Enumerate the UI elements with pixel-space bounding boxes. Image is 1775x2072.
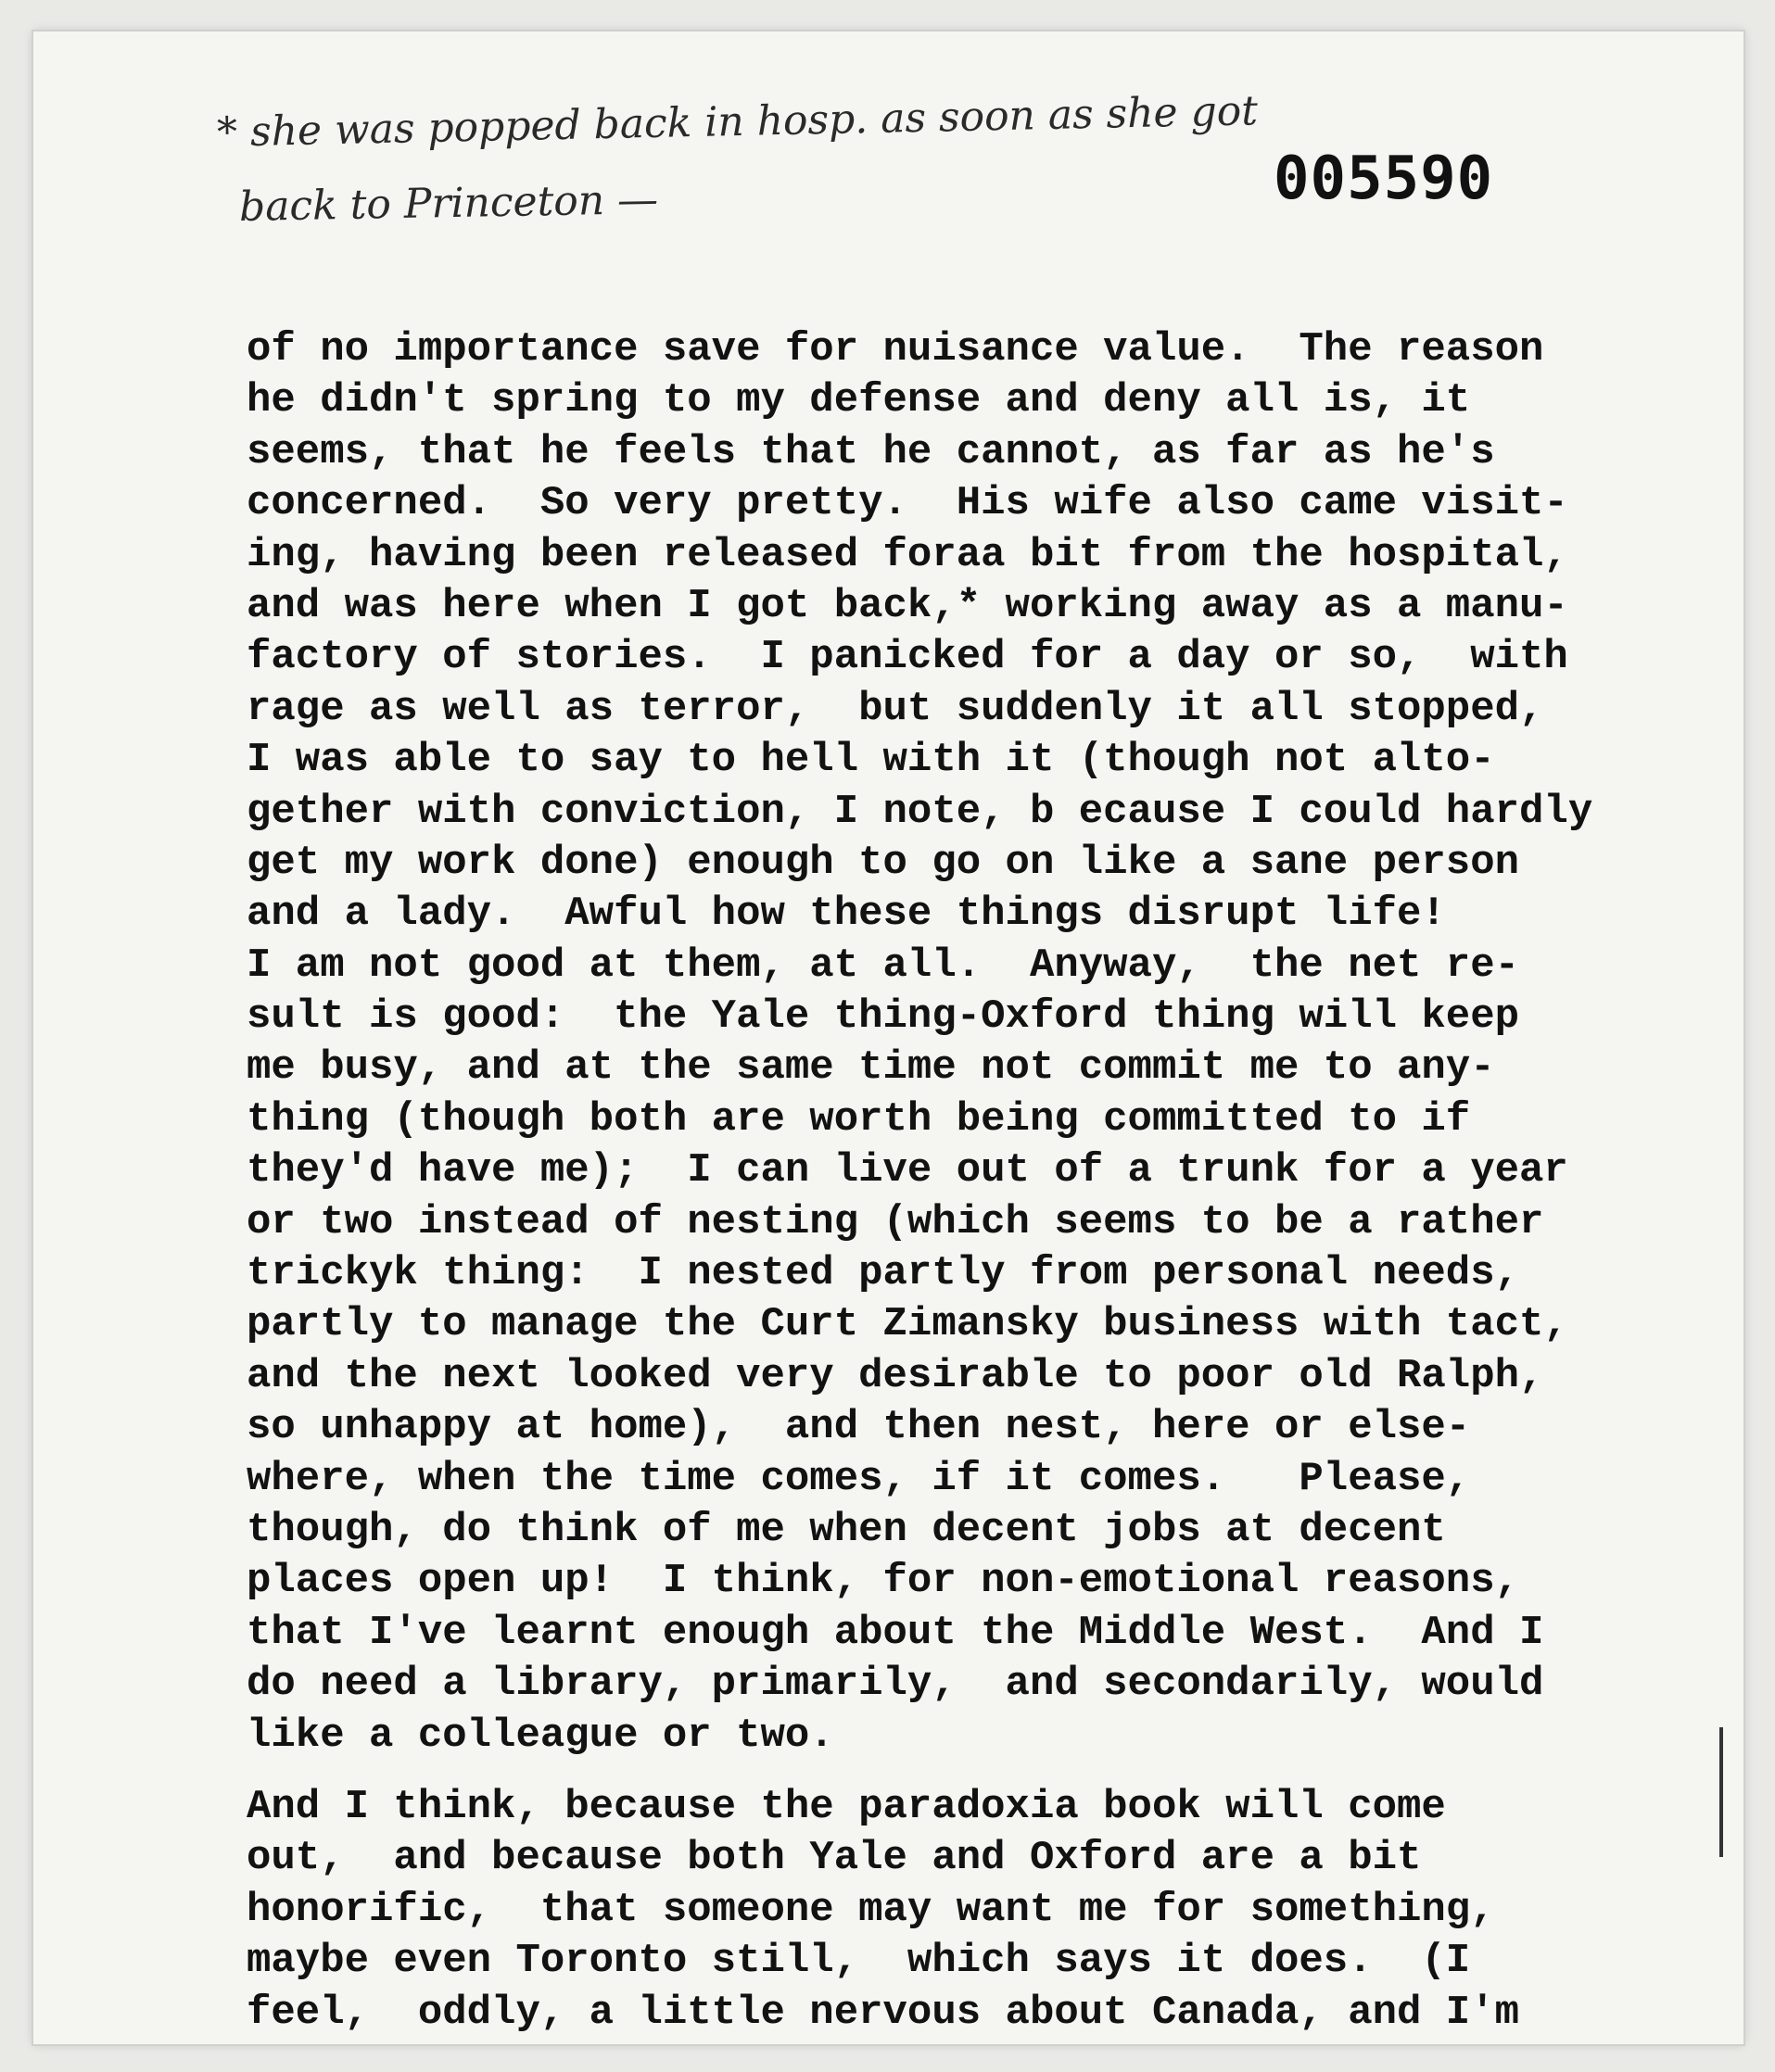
- text-line: and the next looked very desirable to poor old Ralph,: [247, 1352, 1544, 1399]
- text-line: trickyk thing: I nested partly from personal needs,: [247, 1250, 1520, 1297]
- text-line: places open up! I think, for non-emotional reasons,: [247, 1558, 1520, 1605]
- text-line: that I've learnt enough about the Middle West. And I: [247, 1609, 1544, 1656]
- text-line: he didn't spring to my defense and deny all is, it: [247, 377, 1471, 424]
- text-line: of no importance save for nuisance value. The reason: [247, 326, 1544, 373]
- text-line: concerned. So very pretty. His wife also came visit-: [247, 480, 1568, 527]
- text-line: and was here when I got back,* working away as a manu-: [247, 582, 1568, 629]
- text-line: me busy, and at the same time not commit me to any-: [247, 1044, 1495, 1092]
- text-line: gether with conviction, I note, b ecause I could hardly: [247, 788, 1593, 835]
- document-number: 005590: [1274, 145, 1494, 213]
- text-line: feel, oddly, a little nervous about Canada, and I'm: [247, 1989, 1520, 2036]
- text-line: or two instead of nesting (which seems to be a rather: [247, 1198, 1544, 1245]
- text-line: rage as well as terror, but suddenly it all stopped,: [247, 685, 1544, 732]
- text-line: honorific, that someone may want me for something,: [247, 1886, 1495, 1933]
- text-line: do need a library, primarily, and secondarily, would: [247, 1661, 1544, 1708]
- text-line: so unhappy at home), and then nest, here or else-: [247, 1404, 1471, 1451]
- handwritten-note-line-1: * she was popped back in hosp. as soon as she got: [216, 87, 1259, 157]
- text-line: sult is good: the Yale thing-Oxford thing will keep: [247, 993, 1520, 1041]
- text-line: like a colleague or two.: [247, 1712, 834, 1759]
- text-line: thing (though both are worth being committed to if: [247, 1095, 1471, 1143]
- text-line: factory of stories. I panicked for a day or so, with: [247, 634, 1568, 681]
- text-line: get my work done) enough to go on like a sane person: [247, 839, 1520, 886]
- margin-mark: [1719, 1727, 1723, 1857]
- text-line: ing, having been released foraa bit from the hospital,: [247, 531, 1568, 578]
- text-line: they'd have me); I can live out of a trunk for a year: [247, 1147, 1568, 1194]
- text-line: And I think, because the paradoxia book will come: [247, 1784, 1446, 1830]
- text-line: maybe even Toronto still, which says it does. (I: [247, 1938, 1471, 1985]
- letter-paragraph-1: [247, 324, 1730, 1762]
- text-line: and a lady. Awful how these things disrupt life!: [247, 891, 1446, 938]
- text-line: though, do think of me when decent jobs at decent: [247, 1506, 1446, 1553]
- text-line: where, when the time comes, if it comes. Please,: [247, 1455, 1471, 1502]
- text-line: I am not good at them, at all. Anyway, the net re-: [247, 941, 1520, 989]
- text-line: out, and because both Yale and Oxford are a bit: [247, 1835, 1422, 1882]
- text-line: I was able to say to hell with it (though not alto-: [247, 737, 1495, 784]
- letter-paragraph-2: [247, 1782, 1730, 2039]
- text-line: seems, that he feels that he cannot, as far as he's: [247, 428, 1495, 475]
- text-line: partly to manage the Curt Zimansky business with tact,: [247, 1301, 1568, 1348]
- handwritten-note-line-2: back to Princeton —: [238, 176, 659, 231]
- typed-letter-page: [33, 32, 1743, 2044]
